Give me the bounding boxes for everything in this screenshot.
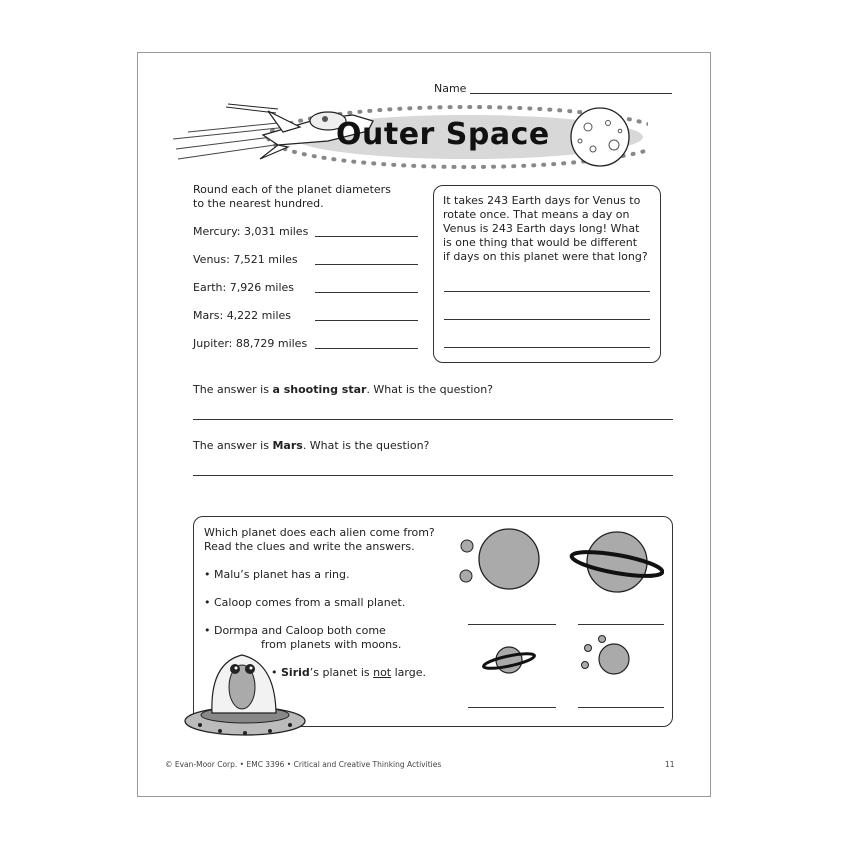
clue-dormpa-line2: from planets with moons.	[261, 638, 402, 651]
footer-credit: © Evan-Moor Corp. • EMC 3396 • Critical and Creative Thinking Activities	[165, 760, 442, 769]
small-planet-with-moons-icon	[582, 636, 630, 675]
question2-text: The answer is Mars. What is the question?	[193, 439, 430, 452]
question1-text: The answer is a shooting star. What is the question?	[193, 383, 494, 396]
planet-answer-line-2[interactable]	[578, 624, 664, 625]
jupiter-label: Jupiter: 88,729 miles	[193, 337, 308, 350]
large-planet-with-moons-icon	[460, 529, 539, 589]
clue-caloop: • Caloop comes from a small planet.	[204, 596, 406, 609]
venus-answer-line[interactable]	[315, 264, 418, 265]
mercury-label: Mercury: 3,031 miles	[193, 225, 309, 238]
planet-answer-line-3[interactable]	[468, 707, 556, 708]
venus-text-line4: is one thing that would be different	[443, 236, 638, 249]
venus-text-line2: rotate once. That means a day on	[443, 208, 630, 221]
large-ringed-planet-icon	[570, 532, 664, 592]
worksheet-page	[137, 52, 711, 797]
small-ringed-planet-icon	[483, 647, 536, 673]
earth-label: Earth: 7,926 miles	[193, 281, 295, 294]
planet-answer-line-4[interactable]	[578, 707, 664, 708]
venus-label: Venus: 7,521 miles	[193, 253, 298, 266]
venus-answer-line-3[interactable]	[444, 347, 650, 348]
venus-text-line5: if days on this planet were that long?	[443, 250, 648, 263]
mars-label: Mars: 4,222 miles	[193, 309, 292, 322]
alien-instructions-line1: Which planet does each alien come from?	[204, 526, 435, 539]
earth-answer-line[interactable]	[315, 292, 418, 293]
alien-instructions-line2: Read the clues and write the answers.	[204, 540, 415, 553]
venus-answer-line-2[interactable]	[444, 319, 650, 320]
planet-pictures	[444, 527, 664, 717]
page-number: 11	[665, 760, 675, 769]
question1-answer-line[interactable]	[193, 419, 673, 420]
moon-icon	[571, 108, 629, 166]
venus-question-box	[433, 185, 661, 363]
name-line[interactable]	[470, 93, 672, 94]
mars-answer-line[interactable]	[315, 320, 418, 321]
planet-answer-line-1[interactable]	[468, 624, 556, 625]
question2-answer-line[interactable]	[193, 475, 673, 476]
clue-sirid: • Sirid’s planet is not large.	[271, 666, 426, 679]
venus-text-line1: It takes 243 Earth days for Venus to	[443, 194, 641, 207]
venus-answer-line-1[interactable]	[444, 291, 650, 292]
clue-dormpa-line1: • Dormpa and Caloop both come	[204, 624, 386, 637]
page-title: Outer Space	[336, 117, 550, 152]
clue-malu: • Malu’s planet has a ring.	[204, 568, 350, 581]
rounding-instructions-line2: to the nearest hundred.	[193, 197, 324, 210]
jupiter-answer-line[interactable]	[315, 348, 418, 349]
alien-ufo-icon	[180, 643, 310, 743]
venus-text-line3: Venus is 243 Earth days long! What	[443, 222, 640, 235]
name-label: Name	[434, 82, 467, 95]
mercury-answer-line[interactable]	[315, 236, 418, 237]
rounding-instructions-line1: Round each of the planet diameters	[193, 183, 391, 196]
